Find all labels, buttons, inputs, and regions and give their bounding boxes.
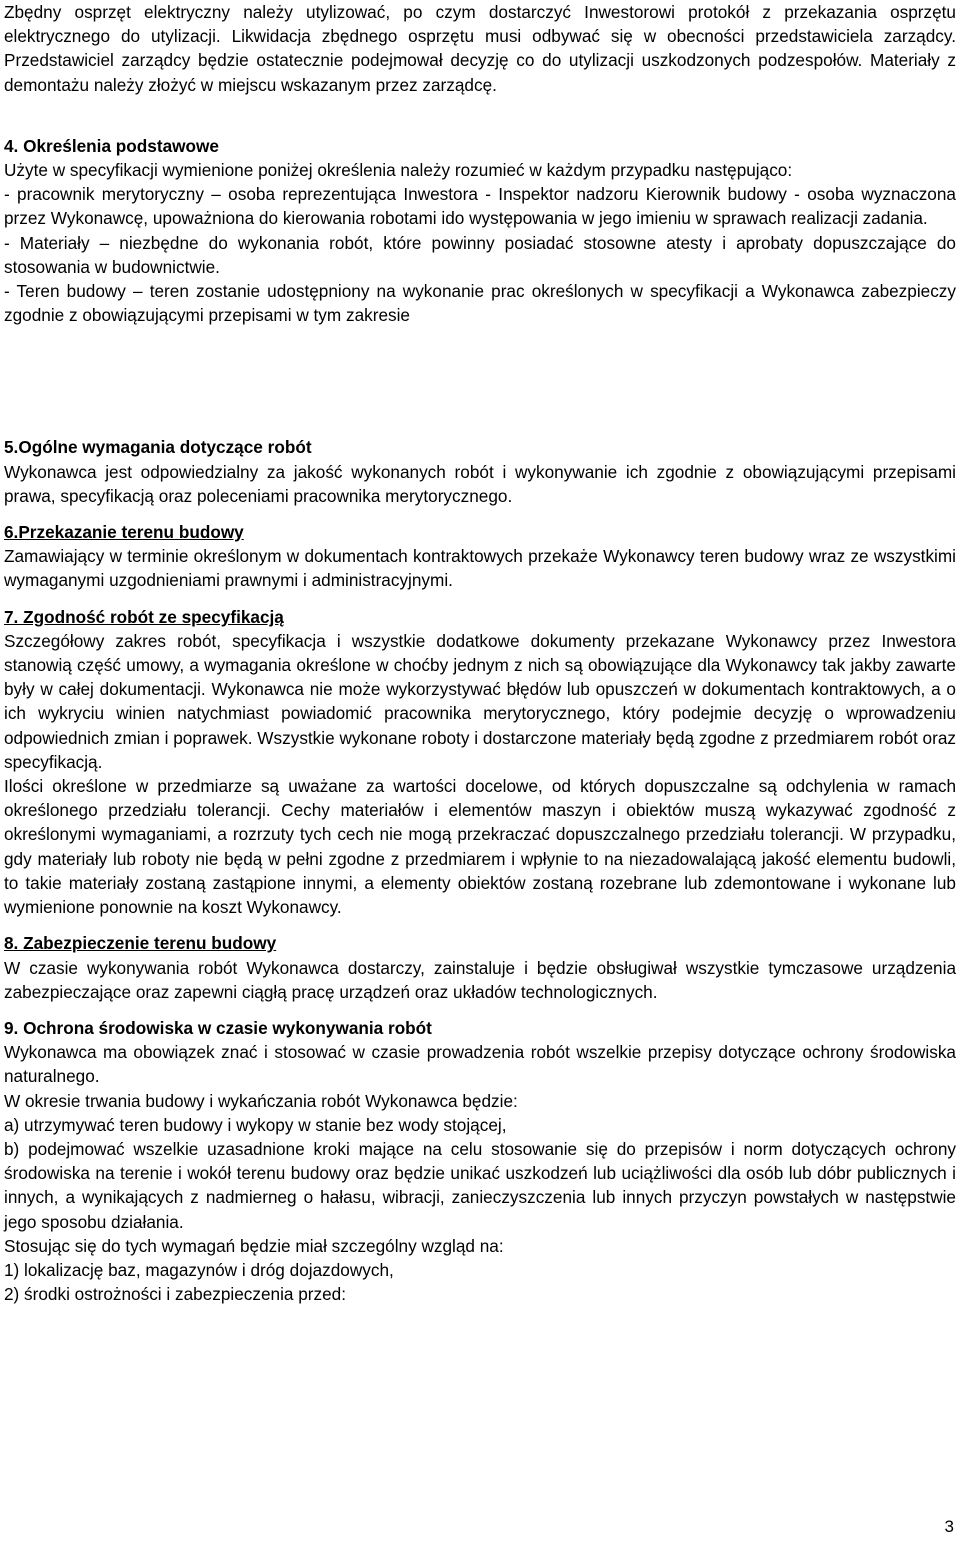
section-9-item-2: 2) środki ostrożności i zabezpieczenia przed: [4, 1284, 347, 1305]
section-7-heading: 7. Zgodność robót ze specyfikacją [4, 606, 284, 627]
section-6-paragraph: Zamawiający w terminie określonym w dokumentach kontraktowych przekaże Wykonawcy teren budowy wraz ze wszystkimi wymaganymi uzgodnieniami prawnymi i administracyjnymi. [4, 546, 956, 591]
section-6-heading: 6.Przekazanie terenu budowy [4, 522, 244, 543]
section-5-heading: 5.Ogólne wymagania dotyczące robót [4, 437, 312, 458]
section-7-paragraph-1: Szczegółowy zakres robót, specyfikacja i wszystkie dodatkowe dokumenty przekazane Wykonawcy przez Inwestora stanowią część umowy, a wymagania określone w choćby jednym z nich są obowiązujące dla Wykonawcy tak jakby zawarte były w całej dokumentacji. Wykonawca nie może wykorzystywać błędów lub opuszczeń w dokumentach kontraktowych, a o ich wykryciu winien natychmiast powiadomić pracownika merytorycznego, który podejmie decyzję o wprowadzeniu odpowiednich zmian i poprawek. Wszystkie wykonane roboty i dostarczone materiały będą zgodne z przedmiarem robót oraz specyfikacją. [4, 630, 956, 772]
section-7-paragraph-2: Ilości określone w przedmiarze są uważane za wartości docelowe, od których dopuszczalne są odchylenia w ramach określonego przedziału tolerancji. Cechy materiałów i elementów maszyn i obiektów muszą wykazywać zgodność z określonymi wymaganiami, a rozrzuty tych cech nie mogą przekraczać dopuszczalnego przedziału tolerancji. W przypadku, gdy materiały lub roboty nie będą w pełni zgodne z przedmiarem i wpłynie to na niezadowalającą jakość elementu budowli, to takie materiały zostaną zastąpione innymi, a elementy obiektów zostaną rozebrane lub zdemontowane i wykonane lub wymienione ponownie na koszt Wykonawcy. [4, 776, 956, 918]
section-9-paragraph-1: Wykonawca ma obowiązek znać i stosować w czasie prowadzenia robót wszelkie przepisy dotyczące ochrony środowiska naturalnego. [4, 1042, 956, 1087]
section-5-paragraph: Wykonawca jest odpowiedzialny za jakość wykonanych robót i wykonywanie ich zgodnie z obowiązującymi przepisami prawa, specyfikacją oraz poleceniami pracownika merytorycznego. [4, 461, 956, 506]
section-9-item-a: a) utrzymywać teren budowy i wykopy w stanie bez wody stojącej, [4, 1114, 507, 1135]
intro-paragraph: Zbędny osprzęt elektryczny należy utylizować, po czym dostarczyć Inwestorowi protokół z przekazania osprzętu elektrycznego do utylizacji. Likwidacja zbędnego osprzętu musi odbywać się w obecności przedstawiciela zarządcy. Przedstawiciel zarządcy będzie ostatecznie podejmował decyzję co do utylizacji uszkodzonych podzespołów. Materiały z demontażu należy złożyć w miejscu wskazanym przez zarządcę. [4, 2, 956, 95]
section-9-item-b: b) podejmować wszelkie uzasadnione kroki mające na celu stosowanie się do przepisów i norm dotyczących ochrony środowiska na terenie i wokół terenu budowy oraz będzie unikać uszkodzeń lub uciążliwości dla osób lub dóbr publicznych i innych, a wynikających z nadmierneg o hałasu, wibracji, zanieczyszczenia lub innych przyczyn powstałych w następstwie jego sposobu działania. [4, 1138, 956, 1232]
section-9-paragraph-2: W okresie trwania budowy i wykańczania robót Wykonawca będzie: [4, 1090, 518, 1111]
section-9-paragraph-3: Stosując się do tych wymagań będzie miał szczególny wzgląd na: [4, 1235, 504, 1256]
section-4-heading: 4. Określenia podstawowe [4, 135, 219, 156]
section-4-paragraph-1: Użyte w specyfikacji wymienione poniżej określenia należy rozumieć w każdym przypadku następująco: [4, 160, 793, 181]
section-9-heading: 9. Ochrona środowiska w czasie wykonywania robót [4, 1017, 432, 1038]
section-4-paragraph-3: - Materiały – niezbędne do wykonania robót, które powinny posiadać stosowne atesty i aprobaty dopuszczające do stosowania w budownictwie. [4, 232, 956, 277]
document-page [4, 0, 956, 1306]
section-4-paragraph-2: - pracownik merytoryczny – osoba reprezentująca Inwestora - Inspektor nadzoru Kierownik budowy - osoba wyznaczona przez Wykonawcę, upoważniona do kierowania robotami ido występowania w jego imieniu w sprawach realizacji zadania. [4, 184, 956, 229]
section-8-paragraph: W czasie wykonywania robót Wykonawca dostarczy, zainstaluje i będzie obsługiwał wszystkie tymczasowe urządzenia zabezpieczające oraz zapewni ciągłą pracę urządzeń oraz układów technologicznych. [4, 957, 956, 1002]
section-8-heading: 8. Zabezpieczenie terenu budowy [4, 933, 277, 954]
page-number: 3 [944, 1517, 954, 1536]
section-9-item-1: 1) lokalizację baz, magazynów i dróg dojazdowych, [4, 1259, 394, 1280]
section-4-paragraph-4: - Teren budowy – teren zostanie udostępniony na wykonanie prac określonych w specyfikacji a Wykonawca zabezpieczy zgodnie z obowiązującymi przepisami w tym zakresie [4, 281, 956, 326]
